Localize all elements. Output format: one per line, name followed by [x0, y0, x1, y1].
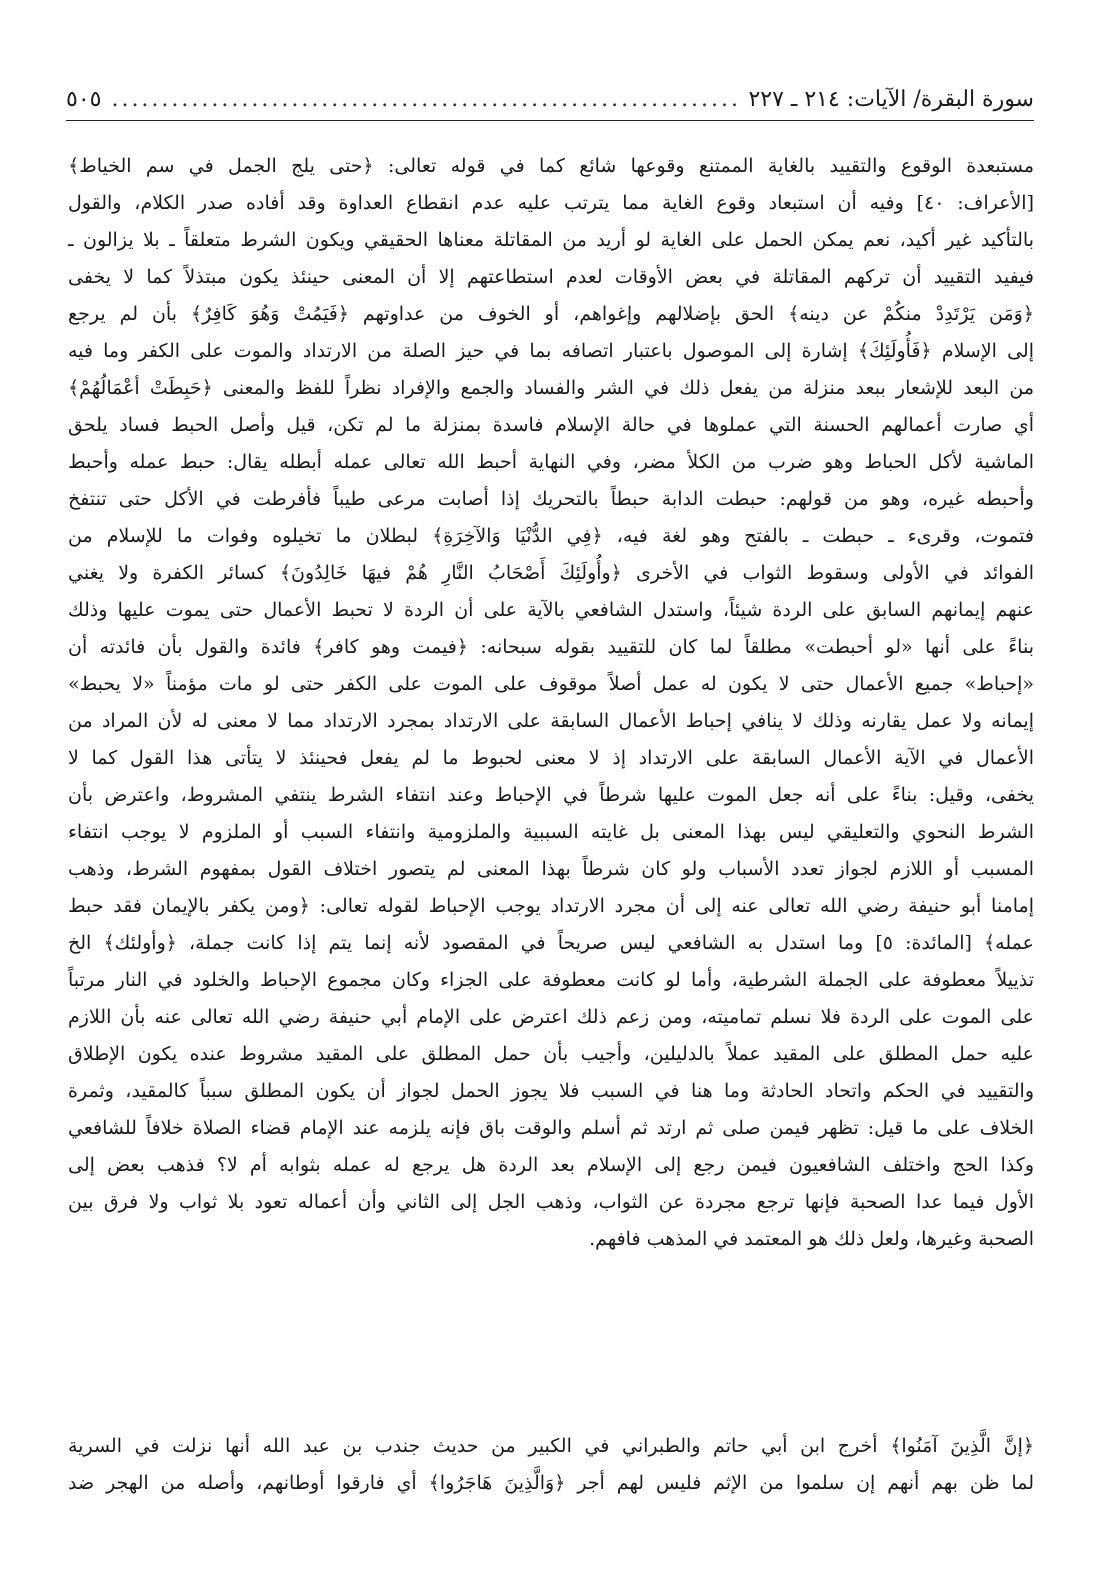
text-line: عليه حمل المطلق على المقيد عملاً بالدليلين، وأجيب بأن حمل المطلق على المقيد مشروط عنده يكون الإطلاق — [68, 1043, 1034, 1065]
text-line: وكذا الحج واختلف الشافعيون فيمن رجع إلى الإسلام بعد الردة هل يرجع له عمله بثوابه أم لا؟ فذهب بعض إلى — [68, 1154, 1034, 1176]
text-line: الشرط النحوي والتعليقي ليس بهذا المعنى بل غايته السببية والملزومية وانتفاء السبب أو الملزوم لا يوجب انتفاء — [68, 821, 1034, 843]
text-line: يخفى، وقيل: بناءً على أنه جعل الموت عليها شرطاً في الإحباط وعند انتفاء الشرط ينتفي المشروط، واعترض بأن — [68, 784, 1034, 806]
text-line: إمامنا أبو حنيفة رضي الله تعالى عنه إلى أن مجرد الارتداد يوجب الإحباط لقوله تعالى: ﴿ومن يكفر بالإيمان فقد حبط — [68, 895, 1034, 917]
running-title: سورة البقرة/ الآيات: ٢١٤ ـ ٢٢٧ — [748, 86, 1034, 112]
leader-dots — [111, 87, 738, 112]
text-line: ﴿وَمَن يَرْتَدِدْ منكُمْ عن دينه﴾ الحق بإضلالهم وإغواهم، أو الخوف من عداوتهم ﴿فَيَمُتْ وَهُوَ كَافِرٌ﴾ بأن لم يرجع — [68, 303, 1034, 325]
text-line: بالتأكيد غير أكيد، نعم يمكن الحمل على الغاية لو أريد من المقاتلة معناها الحقيقي ويكون الشرط متعلقاً ـ بلا يزالون ـ — [68, 229, 1034, 251]
commentary-body — [68, 148, 1034, 1258]
text-line: الخلاف على ما قيل: تظهر فيمن صلى ثم ارتد ثم أسلم والوقت باق فإنه يلزمه عند الإمام قضاء الصلاة خلافاً للشافعي — [68, 1117, 1034, 1139]
text-line: تذييلاً معطوفة على الجملة الشرطية، وأما لو كانت معطوفة على الجزاء وكان مجموع الإحباط والخلود في النار مرتباً — [68, 969, 1034, 991]
text-line: عمله﴾ [المائدة: ٥] وما استدل به الشافعي ليس صريحاً في المقصود لأنه إنما يتم إذا كانت جملة، ﴿وأولئك﴾ الخ — [68, 932, 1034, 954]
text-line: إلى الإسلام ﴿فَأُولَئِكَ﴾ إشارة إلى الموصول باعتبار اتصافه بما في حيز الصلة من الارتداد والموت على الكفر وما فيه — [68, 340, 1034, 362]
text-line: الفوائد في الأولى وسقوط الثواب في الأخرى ﴿وأُولَئِكَ أَصْحَابُ النَّارِ هُمْ فيهَا خَالِدُونَ﴾ كسائر الكفرة ولا يغني — [68, 562, 1034, 584]
text-line: الأول فيما عدا الصحبة فإنها ترجع مجردة عن الثواب، وذهب الجل إلى الثاني وأن أعماله تعود بلا ثواب ولا فرق بين — [68, 1191, 1034, 1213]
text-line: وأحبطه غيره، وهو من قولهم: حبطت الدابة حبطاً بالتحريك إذا أصابت مرعى طيباً فأفرطت في الأكل حتى تنتفخ — [68, 488, 1034, 510]
text-line: عنهم إيمانهم السابق على الردة شيئاً، واستدل الشافعي بالآية على أن الردة لا تحبط الأعمال حتى يموت عليها وذلك — [68, 599, 1034, 621]
next-verse-section — [68, 1428, 1034, 1502]
page-number: ٥٠٥ — [66, 86, 102, 112]
text-line: مستبعدة الوقوع والتقييد بالغاية الممتنع وقوعها شائع كما في قوله تعالى: ﴿حتى يلج الجمل في سم الخياط﴾ — [68, 155, 1034, 177]
text-line: بناءً على أنها «لو أحبطت» مطلقاً لما كان للتقييد بقوله سبحانه: ﴿فيمت وهو كافر﴾ فائدة والقول بأن فائدته أن — [68, 636, 1034, 658]
text-line: لما ظن بهم أنهم إن سلموا من الإثم فليس لهم أجر ﴿وَالَّذِينَ هَاجَرُوا﴾ أي فارقوا أوطانهم، وأصله من الهجر ضد — [68, 1472, 1034, 1494]
text-line: المسبب أو اللازم لجواز تعدد الأسباب ولو كان شرطاً بهذا المعنى لم يتصور اختلاف القول بمفهوم الشرط، وذهب — [68, 858, 1034, 880]
header-rule — [66, 120, 1034, 121]
text-line: الماشية لأكل الحباط وهو ضرب من الكلأ مضر، وفي النهاية أحبط الله تعالى عمله أبطله يقال: حبط عمله وأحبط — [68, 451, 1034, 473]
text-line: على الموت على الردة فلا نسلم تماميته، ومن زعم ذلك اعترض على الإمام أبي حنيفة رضي الله تعالى عنه بأن اللازم — [68, 1006, 1034, 1028]
text-line: فيفيد التقييد أن تركهم المقاتلة في بعض الأوقات لعدم استطاعتهم إلا أن المعنى حينئذ يكون مبتذلاً كما لا يخفى — [68, 266, 1034, 288]
text-line: إيمانه ولا عمل يقارنه وذلك لا ينافي إحباط الأعمال السابقة على الارتداد بمجرد الارتداد مما لا معنى له لأن المراد من — [68, 710, 1034, 732]
text-line: الأعمال في الآية الأعمال السابقة على الارتداد إذ لا معنى لحبوط ما لم يفعل فحينئذ لا يتأتى هذا القول كما لا — [68, 747, 1034, 769]
text-line: فتموت، وقرىء ـ حبطت ـ بالفتح وهو لغة فيه، ﴿فِي الدُّنْيَا وَالآخِرَةِ﴾ لبطلان ما تخيلوه وفوات ما للإسلام من — [68, 525, 1034, 547]
text-line: والتقييد في الحكم واتحاد الحادثة وما هنا في السبب فلا يجوز الحمل لجواز أن يكون المطلق سبباً كالمقيد، وثمرة — [68, 1080, 1034, 1102]
text-line: ﴿إنَّ الَّذِينَ آمَنُوا﴾ أخرج ابن أبي حاتم والطبراني في الكبير من حديث جندب بن عبد الله أنها نزلت في السرية — [68, 1435, 1034, 1457]
text-line: أي صارت أعمالهم الحسنة التي عملوها في حالة الإسلام فاسدة بمنزلة ما لم تكن، قيل وأصل الحبط فساد يلحق — [68, 414, 1034, 436]
text-line: الصحبة وغيرها، ولعل ذلك هو المعتمد في المذهب فافهم. — [589, 1228, 1034, 1250]
page-header — [66, 82, 1034, 116]
text-line: «إحباط» جميع الأعمال حتى لا يكون له عمل أصلاً موقوف على الموت على الكفر حتى لو مات مؤمناً «لا يحبط» — [68, 673, 1034, 695]
text-line: من البعد للإشعار ببعد منزلة من يفعل ذلك في الشر والفساد والجمع والإفراد نظراً للفظ والمعنى ﴿حَبِطَتْ أعْمَالُهُمْ﴾ — [68, 377, 1034, 399]
text-line: [الأعراف: ٤٠] وفيه أن استبعاد وقوع الغاية مما يترتب عليه عدم انقطاع العداوة وقد أفاده صدر الكلام، والقول — [68, 192, 1034, 214]
